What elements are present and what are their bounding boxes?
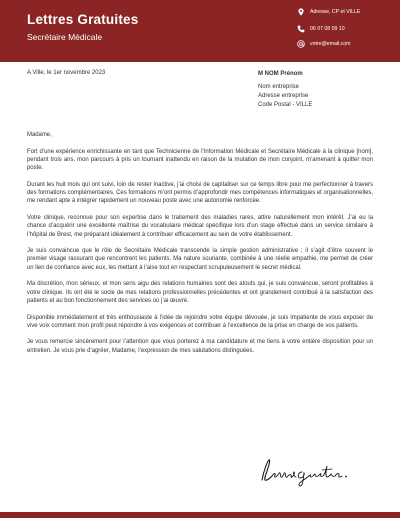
contact-address-text: Adresse, CP et VILLE xyxy=(310,9,361,15)
contact-address xyxy=(296,6,360,18)
paragraph-experience: Fort d’une expérience enrichissante en tant que Technicienne de l’Information Médicale et Secrétaire Médicale à la clinique [nom], pendant trois ans, mon parcours à pris un tournant inattendu en raison de la mutation de mon conjoint, m’amenant à quitter mon poste. xyxy=(27,148,373,172)
letter-header xyxy=(0,0,400,62)
recipient-address xyxy=(258,83,312,110)
handwritten-signature xyxy=(258,456,358,488)
recipient-company: Nom entreprise xyxy=(258,84,300,90)
job-title: Secrétaire Médicale xyxy=(27,32,103,42)
contact-phone xyxy=(296,23,345,35)
brand-title: Lettres Gratuites xyxy=(27,12,139,27)
place-date: A Ville, le 1er novembre 2023 xyxy=(27,70,106,76)
letter-body xyxy=(27,131,373,363)
footer-bar xyxy=(0,512,400,518)
phone-icon xyxy=(296,24,306,34)
recipient-street: Adresse entreprise xyxy=(258,93,309,99)
paragraph-training: Durant les huit mois qui ont suivi, loin de rester inactive, j’ai choisi de capitaliser sur ce temps libre pour me perfectionner à travers des formations complémentaires. Ces formations m’ont permis d’approfondir mes compétences informatiques et organisationnelles, me rendant apte à intégrer rapidement un nouveau poste avec une autonomie renforcée. xyxy=(27,181,373,205)
contact-phone-text: 06 07 08 09 10 xyxy=(310,26,345,32)
recipient-city: Code Postal - VILLE xyxy=(258,102,313,108)
salutation: Madame, xyxy=(27,132,52,138)
paragraph-closing: Je vous remercie sincèrement pour l’attention que vous porterez à ma candidature et me tiens à votre entière disposition pour un entretien. Je vous prie d’agréer, Madame, l’expression de mes salutations distinguées. xyxy=(27,339,373,354)
recipient-name: M NOM Prénom xyxy=(258,71,303,77)
map-pin-icon xyxy=(296,7,306,17)
contact-email xyxy=(296,38,350,50)
at-sign-icon xyxy=(296,39,306,49)
paragraph-qualities: Ma discrétion, mon sérieux, et mon sens aigu des relations humaines sont des atouts qui, je suis convaincue, seront profitables à votre clinique. Ils ont été le socle de mes relations professionnelles précédentes et ont grandement contribué à la satisfaction des patients et au bon fonctionnement des services où j’ai œuvré. xyxy=(27,281,373,304)
recipient-block xyxy=(258,70,312,110)
paragraph-availability: Disponible immédiatement et très enthousiaste à l’idée de rejoindre votre équipe dévouée, je suis impatiente de vous exposer de vive voix comment mon profil peut répondre à vos exigences et contribuer à l’excellence de la prise en charge de vos patients. xyxy=(27,314,373,329)
paragraph-role: Je suis convaincue que le rôle de Secrétaire Médicale transcende la simple gestion administrative ; il s’agit d’être souvent le premier visage rassurant que rencontrent les patients. Ma nature souriante, combinée à une réelle empathie, me permet de créer un lien de confiance avec eux, les mettant à l’aise tout en respectant scrupuleusement le secret médical. xyxy=(27,248,373,271)
paragraph-clinic-interest: Votre clinique, reconnue pour son expertise dans le traitement des maladies rares, attire naturellement mon intérêt. J’ai eu la chance d’acquérir une excellente maîtrise du vocabulaire médical spécifique lors d’un stage effectué dans un service similaire à l’hôpital de Brest, me préparant idéalement à contribuer efficacement au sein de votre établissement. xyxy=(27,214,373,238)
contact-email-text: votre@email.com xyxy=(310,41,351,47)
